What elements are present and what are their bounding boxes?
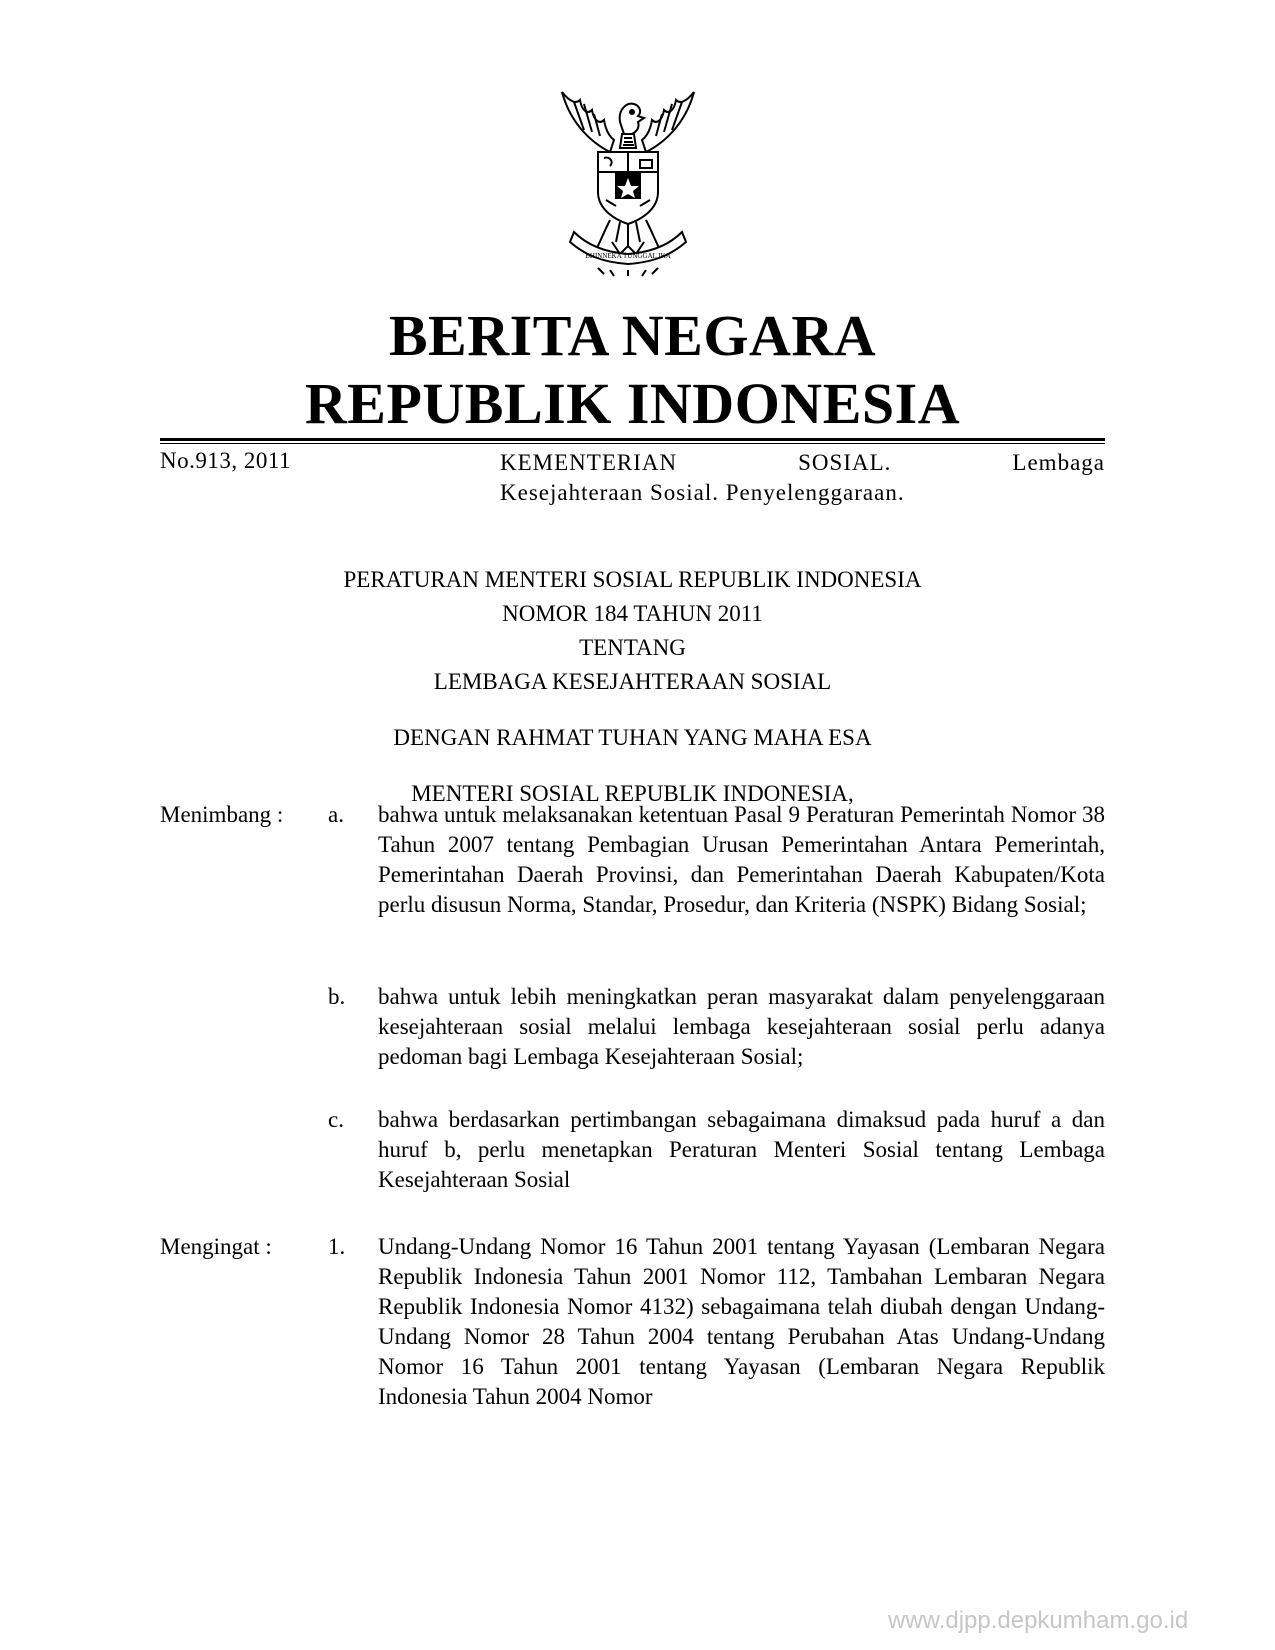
source-watermark: www.djpp.depkumham.go.id [888,1607,1189,1634]
clause-text: bahwa berdasarkan pertimbangan sebagaimana dimaksud pada huruf a dan huruf b, perlu menetapkan Peraturan Menteri Sosial tentang Lembaga Kesejahteraan Sosial [378,1107,1105,1192]
masthead-title: BERITA NEGARA [388,303,877,368]
subject-line-1: KEMENTERIAN SOSIAL. Lembaga [500,450,1105,475]
emblem-motto: BHINNEKA TUNGGAL IKA [585,252,671,260]
regulation-title-line: PERATURAN MENTERI SOSIAL REPUBLIK INDONESIA [343,567,922,592]
document-number: No.913, 2011 [160,448,292,473]
garuda-emblem-icon [540,82,716,278]
regulation-title [160,563,1105,699]
masthead-subtitle: REPUBLIK INDONESIA [304,371,961,436]
clause-text: bahwa untuk lebih meningkatkan peran masyarakat dalam penyelenggaraan kesejahteraan sosial melalui lembaga kesejahteraan sosial perlu adanya pedoman bagi Lembaga Kesejahteraan Sosial; [378,984,1105,1069]
clause-marker: a. [328,802,344,827]
regulation-number: NOMOR 184 TAHUN 2011 [502,601,763,626]
regulation-about: TENTANG [579,635,686,660]
clause-marker: b. [328,984,346,1009]
menimbang-label: Menimbang : [160,802,284,827]
mengingat-label: Mengingat : [160,1234,272,1259]
clause-marker: 1. [328,1234,346,1259]
header-divider-thin [160,443,1105,444]
preamble-invocation: DENGAN RAHMAT TUHAN YANG MAHA ESA [393,725,872,750]
clause-marker: c. [328,1107,344,1132]
regulation-topic: LEMBAGA KESEJAHTERAAN SOSIAL [433,669,832,694]
clause-text: Undang-Undang Nomor 16 Tahun 2001 tentang Yayasan (Lembaran Negara Republik Indonesia Tahun 2001 Nomor 112, Tambahan Lembaran Negara Republik Indonesia Nomor 4132) sebagaimana telah diubah dengan Undang-Undang Nomor 28 Tahun 2004 tentang Perubahan Atas Undang-Undang Nomor 16 Tahun 2001 tentang Yayasan (Lembaran Negara Republik Indonesia Tahun 2004 Nomor [378,1234,1105,1409]
document-subject [500,448,1105,508]
header-divider [160,438,1105,441]
subject-line-2: Kesejahteraan Sosial. Penyelenggaraan. [500,480,905,505]
clause-text: bahwa untuk melaksanakan ketentuan Pasal 9 Peraturan Pemerintah Nomor 38 Tahun 2007 tentang Pembagian Urusan Pemerintahan Antara Pemerintah, Pemerintahan Daerah Provinsi, dan Pemerintahan Daerah Kabupaten/Kota perlu disusun Norma, Standar, Prosedur, dan Kriteria (NSPK) Bidang Sosial; [378,802,1105,917]
preamble-minister: MENTERI SOSIAL REPUBLIK INDONESIA, [411,781,854,806]
